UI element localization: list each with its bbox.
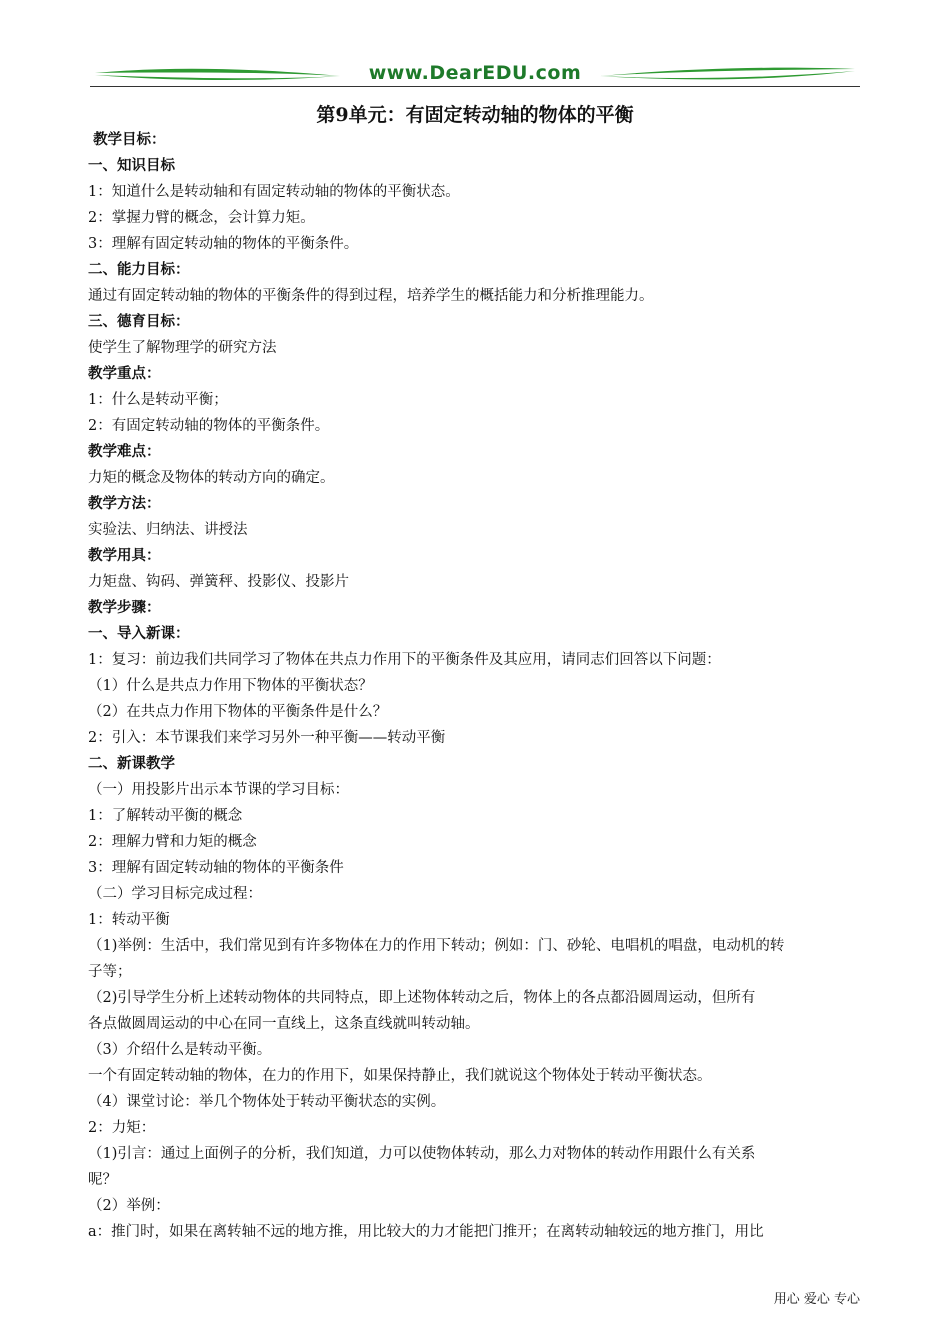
section-heading: 二、能力目标：	[88, 261, 190, 278]
body-line: （4）课堂讨论：举几个物体处于转动平衡状态的实例。	[88, 1094, 446, 1110]
body-line: （2)引导学生分析上述转动物体的共同特点，即上述物体转动之后，物体上的各点都沿圆周运动，但所有	[88, 990, 756, 1006]
body-line: 各点做圆周运动的中心在同一直线上，这条直线就叫转动轴。	[88, 1016, 480, 1032]
body-line: （2）在共点力作用下物体的平衡条件是什么？	[88, 704, 388, 720]
section-heading: 一、知识目标	[88, 157, 175, 174]
section-heading: 教学用具：	[88, 547, 161, 564]
body-line: 实验法、归纳法、讲授法	[88, 522, 248, 538]
body-line: 1：知道什么是转动轴和有固定转动轴的物体的平衡状态。	[88, 184, 460, 200]
section-heading: 教学重点：	[88, 365, 161, 382]
site-logo-text[interactable]: www.DearEDU.com	[368, 62, 582, 84]
body-line: 2：有固定转动轴的物体的平衡条件。	[88, 418, 330, 434]
document-title: 第9单元：有固定转动轴的物体的平衡	[316, 104, 634, 126]
body-line: 使学生了解物理学的研究方法	[88, 340, 277, 356]
document-body	[88, 127, 863, 1245]
section-heading: 教学步骤：	[88, 599, 161, 616]
body-line: 2：掌握力臂的概念，会计算力矩。	[88, 210, 315, 226]
page-footer: 用心 爱心 专心	[773, 1292, 860, 1307]
body-line: 通过有固定转动轴的物体的平衡条件的得到过程，培养学生的概括能力和分析推理能力。	[88, 288, 654, 304]
body-line: 力矩的概念及物体的转动方向的确定。	[88, 470, 335, 486]
body-line: a：推门时，如果在离转轴不远的地方推，用比较大的力才能把门推开；在离转动轴较远的地方推门，用比	[88, 1224, 764, 1240]
body-line: 3：理解有固定转动轴的物体的平衡条件	[88, 860, 344, 876]
body-line: （二）学习目标完成过程：	[88, 886, 262, 902]
section-heading: 教学目标：	[88, 131, 166, 148]
body-line: 1：什么是转动平衡；	[88, 392, 228, 408]
body-line: （1)举例：生活中，我们常见到有许多物体在力的作用下转动；例如：门、砂轮、电唱机的唱盘，电动机的转	[88, 938, 785, 954]
body-line: 2：力矩：	[88, 1120, 156, 1136]
body-line: 2：理解力臂和力矩的概念	[88, 834, 257, 850]
body-line: 3：理解有固定转动轴的物体的平衡条件。	[88, 236, 359, 252]
section-heading: 教学难点：	[88, 443, 161, 460]
body-line: 1：复习：前边我们共同学习了物体在共点力作用下的平衡条件及其应用，请同志们回答以下问题：	[88, 652, 721, 668]
body-line: （一）用投影片出示本节课的学习目标：	[88, 782, 349, 798]
body-line: 2：引入：本节课我们来学习另外一种平衡——转动平衡	[88, 730, 446, 746]
body-line: 1：了解转动平衡的概念	[88, 808, 243, 824]
body-line: （1）什么是共点力作用下物体的平衡状态？	[88, 678, 373, 694]
section-heading: 三、德育目标：	[88, 313, 190, 330]
section-heading: 二、新课教学	[88, 755, 175, 772]
body-line: （3）介绍什么是转动平衡。	[88, 1042, 272, 1058]
section-heading: 一、导入新课：	[88, 625, 190, 642]
section-heading: 教学方法：	[88, 495, 161, 512]
body-line: （1)引言：通过上面例子的分析，我们知道，力可以使物体转动，那么力对物体的转动作用跟什么有关系	[88, 1146, 756, 1162]
body-line: 呢？	[88, 1172, 117, 1188]
body-line: 力矩盘、钩码、弹簧秤、投影仪、投影片	[88, 574, 349, 590]
header-rule	[90, 86, 860, 87]
body-line: （2）举例：	[88, 1198, 170, 1214]
body-line: 一个有固定转动轴的物体，在力的作用下，如果保持静止，我们就说这个物体处于转动平衡状态。	[88, 1068, 712, 1084]
body-line: 子等；	[88, 964, 132, 980]
body-line: 1：转动平衡	[88, 912, 170, 928]
